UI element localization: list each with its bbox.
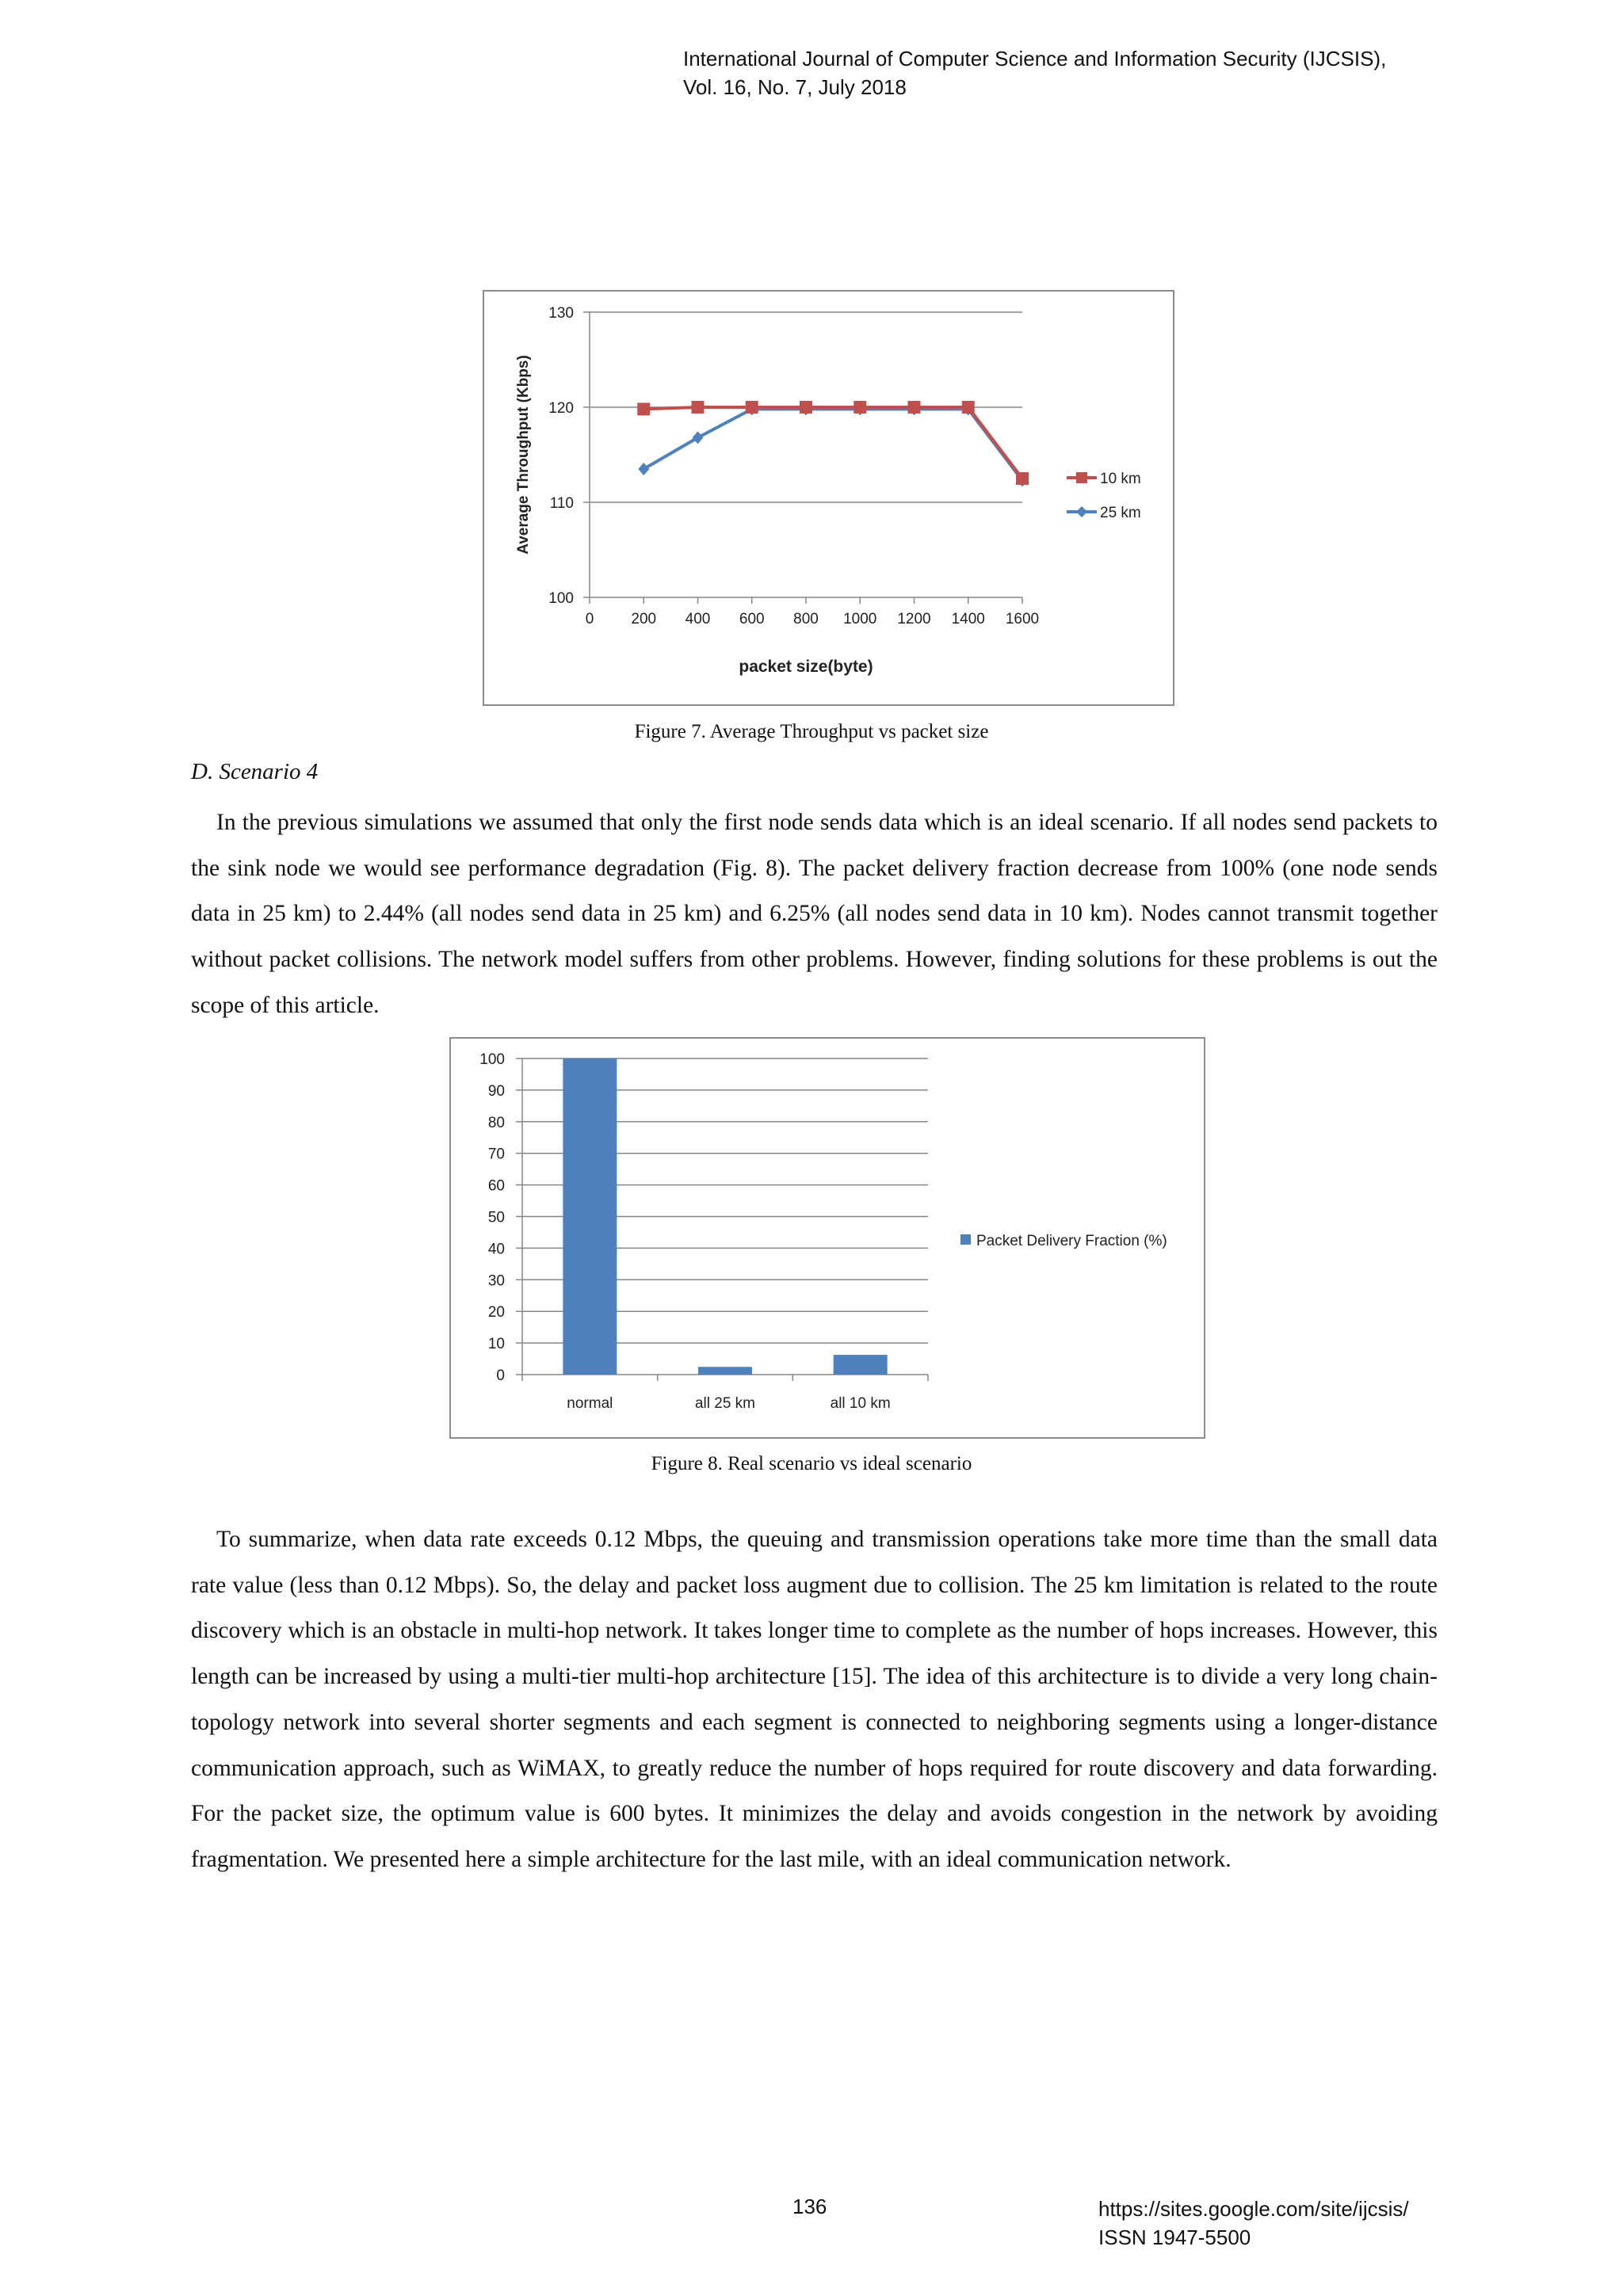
x-tick-label: 1600: [1005, 611, 1040, 627]
data-point-10km: [908, 401, 921, 414]
y-tick-label: 70: [487, 1146, 505, 1163]
x-tick-label: 200: [631, 611, 657, 627]
footer-info: [1098, 2195, 1409, 2252]
series-line-25km: [643, 409, 1022, 480]
x-tick-label: 1000: [843, 611, 877, 627]
figure-8-caption: Figure 8. Real scenario vs ideal scenario: [651, 1453, 972, 1474]
y-tick-label: 80: [487, 1114, 505, 1131]
y-tick-label: 110: [549, 495, 574, 512]
data-point-10km: [1016, 472, 1029, 485]
y-tick-label: 60: [487, 1177, 505, 1195]
x-axis-label: packet size(byte): [739, 658, 873, 676]
y-tick-label: 100: [479, 1051, 505, 1068]
data-point-10km: [692, 401, 705, 414]
y-tick-label: 0: [496, 1367, 505, 1384]
y-tick-label: 50: [487, 1209, 505, 1226]
journal-title: International Journal of Computer Science and Information Security (IJCSIS),: [683, 47, 1387, 71]
journal-header: [683, 44, 1386, 101]
data-point-25km: [638, 463, 649, 475]
series-line-10km: [643, 407, 1022, 479]
legend-label: 10 km: [1100, 471, 1141, 487]
legend-marker: [1076, 472, 1087, 483]
section-title: D. Scenario 4: [191, 759, 319, 784]
figure-8-chart: [449, 1037, 1205, 1439]
x-tick-label: 0: [585, 611, 594, 627]
journal-volume: Vol. 16, No. 7, July 2018: [683, 75, 907, 99]
data-point-10km: [962, 401, 975, 414]
y-tick-label: 100: [548, 590, 574, 607]
y-tick-label: 120: [548, 400, 574, 417]
y-tick-label: 30: [487, 1272, 505, 1290]
legend-marker: [1076, 506, 1087, 517]
delivery-fraction-bar-chart: [451, 1039, 1204, 1437]
bar-all-10-km: [834, 1355, 888, 1375]
bar-normal: [563, 1058, 617, 1375]
legend-label: Packet Delivery Fraction (%): [976, 1233, 1167, 1249]
bar-all-25-km: [698, 1367, 752, 1375]
footer-issn: ISSN 1947-5500: [1098, 2225, 1251, 2249]
legend-label: 25 km: [1100, 505, 1141, 521]
body-paragraph-2: To summarize, when data rate exceeds 0.12 Mbps, the queuing and transmission operations take more time than the small data rate value (less than 0.12 Mbps). So, the delay and packet loss augment due to collision. The 25 km limitation is related to the route discovery which is an obstacle in multi-hop network. It takes longer time to complete as the number of hops increases. However, this length can be increased by using a multi-tier multi-hop architecture [15]. The idea of this architecture is to divide a very long chain-topology network into several shorter segments and each segment is connected to neighboring segments using a longer-distance communication approach, such as WiMAX, to greatly reduce the number of hops required for route discovery and data forwarding. For the packet size, the optimum value is 600 bytes. It minimizes the delay and avoids congestion in the network by avoiding fragmentation. We presented here a simple architecture for the last mile, with an ideal communication network.: [191, 1527, 1438, 1872]
y-tick-label: 20: [487, 1304, 505, 1322]
data-point-10km: [854, 401, 866, 414]
y-tick-label: 130: [548, 305, 574, 322]
x-tick-label: 800: [793, 611, 819, 627]
y-tick-label: 90: [487, 1082, 505, 1100]
y-axis-label: Average Throughput (Kbps): [515, 355, 532, 555]
x-tick-label: 600: [739, 611, 765, 627]
legend-marker: [960, 1234, 971, 1245]
data-point-10km: [637, 402, 650, 415]
x-category-label: normal: [567, 1395, 613, 1412]
x-category-label: all 10 km: [830, 1395, 891, 1412]
x-tick-label: 1200: [897, 611, 931, 627]
throughput-line-chart: [484, 292, 1173, 704]
x-tick-label: 1400: [951, 611, 985, 627]
x-tick-label: 400: [685, 611, 711, 627]
data-point-25km: [693, 431, 704, 444]
figure-7-chart: [483, 290, 1174, 706]
y-tick-label: 10: [487, 1336, 505, 1353]
page-number: 136: [792, 2195, 827, 2218]
body-paragraph-1: In the previous simulations we assumed that only the first node sends data which is an ideal scenario. If all nodes send packets to the sink node we would see performance degradation (Fig. 8). The packet delivery fraction decrease from 100% (one node sends data in 25 km) to 2.44% (all nodes send data in 25 km) and 6.25% (all nodes send data in 10 km). Nodes cannot transmit together without packet collisions. The network model suffers from other problems. However, finding solutions for these problems is out the scope of this article.: [191, 810, 1438, 1018]
x-category-label: all 25 km: [694, 1395, 756, 1412]
figure-7-caption: Figure 7. Average Throughput vs packet size: [634, 721, 989, 742]
y-tick-label: 40: [487, 1241, 505, 1258]
data-point-10km: [800, 401, 812, 414]
footer-url: https://sites.google.com/site/ijcsis/: [1098, 2197, 1409, 2221]
data-point-10km: [746, 401, 758, 414]
